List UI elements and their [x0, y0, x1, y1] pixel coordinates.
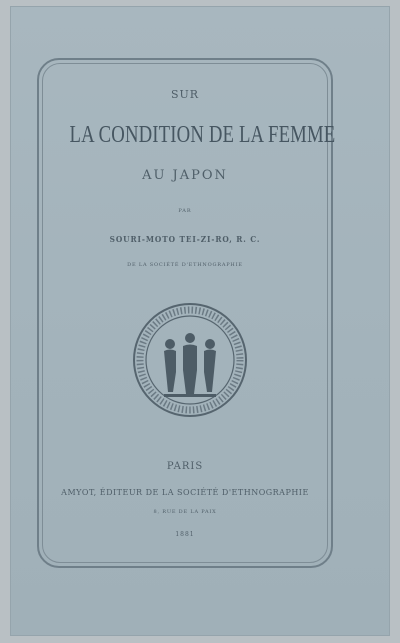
- book-subtitle: AU JAPON: [142, 168, 228, 183]
- publisher-line: AMYOT, ÉDITEUR DE LA SOCIÉTÉ D'ETHNOGRAPHIE: [61, 488, 309, 497]
- author-affiliation: DE LA SOCIÉTÉ D'ETHNOGRAPHIE: [127, 262, 243, 268]
- preposition-sur: SUR: [170, 88, 200, 101]
- publication-year: 1881: [175, 531, 195, 538]
- society-seal-emblem: [130, 300, 250, 420]
- publication-place: PARIS: [166, 461, 204, 472]
- author-name: SOURI-MOTO TEI-ZI-RO, R. C.: [109, 234, 261, 244]
- preposition-par: PAR: [178, 208, 192, 214]
- book-title: LA CONDITION DE LA FEMME: [69, 122, 336, 148]
- publisher-address: 8, RUE DE LA PAIX: [153, 509, 217, 515]
